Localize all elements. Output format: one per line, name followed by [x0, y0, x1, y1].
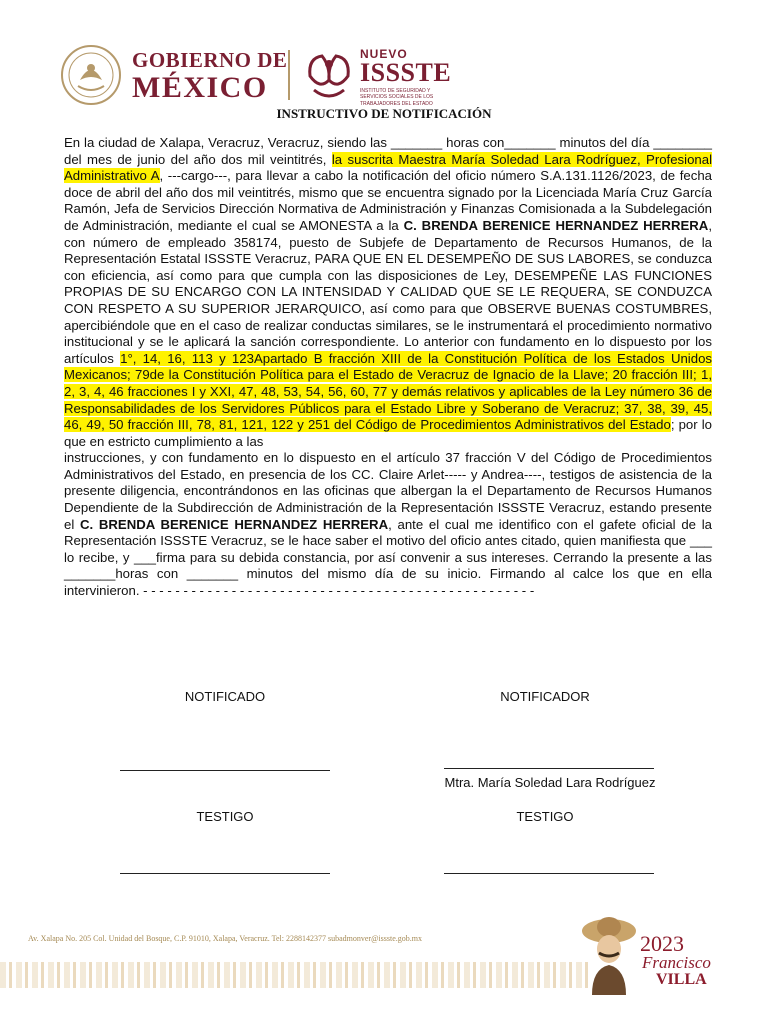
- notificado-label: NOTIFICADO: [184, 689, 266, 704]
- p1-bold-name: C. BRENDA BERENICE HERNANDEZ HERRERA: [403, 217, 709, 233]
- p2-text-a: instrucciones, y con fundamento en lo dispuesto en el artículo 37 fracción V del Código de Procedimientos Administrativos del Estado, en presencia de los CC. Claire Arlet----- y Andrea----, testigos de asistencia de la presente diligencia, encontrándonos en las oficinas que albergan la el Departamento de Recursos Humanos Dependiente de la Subdirección de Administración de la Representación ISSSTE Veracruz, estando presente el: [64, 450, 712, 532]
- villa-portrait-icon: [580, 913, 638, 995]
- p2-bold-name: C. BRENDA BERENICE HERNANDEZ HERRERA: [79, 516, 389, 532]
- p1-text-a: En la ciudad de Xalapa, Veracruz, Veracruz, siendo las _______ horas con_______ minutos del día ________ del mes de junio del año dos mil veintitrés,: [64, 135, 712, 167]
- villa-surname: VILLA: [656, 971, 707, 988]
- p1-text-d: ; por lo que en estricto cumplimiento a las: [64, 417, 712, 449]
- francisco-villa-2023-emblem: [580, 905, 720, 1000]
- villa-year: 2023: [640, 931, 684, 956]
- testigo-left-label: TESTIGO: [196, 809, 254, 824]
- issste-name: ISSSTE: [360, 58, 452, 87]
- gobierno-de-mexico-wordmark: [132, 50, 287, 103]
- issste-hands-logo-icon: [300, 46, 358, 104]
- mexico-seal-icon: [60, 44, 122, 106]
- villa-francisco: Francisco: [642, 953, 711, 972]
- testigo-right-signature-line: [444, 873, 654, 874]
- document-body: [64, 135, 712, 600]
- notificador-name: Mtra. María Soledad Lara Rodríguez: [444, 775, 656, 790]
- p1-text-b: , ---cargo---, para llevar a cabo la notificación del oficio número S.A.131.1126/2023, de fecha doce de abril del año dos mil veintitrés, mismo que se encuentra signado por la Licenciada María Cruz García Ramón, Jefa de Servicios Dirección Normativa de Administración y Finanzas Comisionada a la Subdelegación de Administración, mediante el cual se AMONESTA a la: [64, 168, 713, 233]
- paragraph-1: [64, 135, 712, 450]
- p1-text-c: , con número de empleado 358174, puesto de Subjefe de Departamento de Recursos Humanos, de la Representación Estatal ISSSTE Veracruz, PARA QUE EN EL DESEMPEÑO DE SUS LABORES, se conduzca con eficiencia, así como para que cumpla con las disposiciones de Ley, DESEMPEÑE LAS FUNCIONES PROPIAS DE SU ENCARGO CON LA INTENSIDAD Y CALIDAD QUE SE LE REQUERA, SE CONDUZCA CON RESPETO A SU SUPERIOR JERARQUICO, así como para que OBSERVE BUENAS COSTUMBRES, apercibiéndole que en el caso de realizar conductas similares, se le instrumentará el procedimiento normativo institucional y se le aplicará la sanción correspondiente. Lo anterior con fundamento en lo dispuesto por los artículos: [64, 217, 712, 366]
- paragraph-2: [64, 450, 712, 599]
- document-title: INSTRUCTIVO DE NOTIFICACIÓN: [276, 106, 492, 121]
- footer-decorative-band: [0, 962, 590, 988]
- p1-highlight-articles: 1°, 14, 16, 113 y 123Apartado B fracción XIII de la Constitución Política de los Estados Unidos Mexicanos; 79de la Constitución Política para el Estado de Veracruz de Ignacio de la Llave; 20 fracción III; 1, 2, 3, 4, 46 fracciones I y XXI, 47, 48, 53, 54, 56, 60, 77 y demás relativos y aplicables de la Ley número 36 de Responsabilidades de los Servidores Públicos para el Estado Libre y Soberano de Veracruz; 37, 38, 39, 45, 46, 49, 50 fracción III, 78, 81, 121, 122 y 251 del Código de Procedimientos Administrativos del Estado: [64, 350, 713, 433]
- testigo-left-signature-line: [120, 873, 330, 874]
- p1-highlight-name: la suscrita Maestra María Soledad Lara Rodríguez, Profesional Administrativo A: [64, 151, 713, 184]
- testigo-right-label: TESTIGO: [516, 809, 574, 824]
- notificador-signature-line: [444, 768, 654, 769]
- gobierno-line2: MÉXICO: [132, 71, 268, 104]
- footer-address: Av. Xalapa No. 205 Col. Unidad del Bosque, C.P. 91010, Xalapa, Veracruz. Tel: 2288142377 subadmonver@issste.gob.mx: [28, 934, 423, 943]
- issste-nuevo: NUEVO: [360, 47, 408, 61]
- header-divider: [288, 50, 290, 100]
- issste-wordmark: [360, 48, 451, 107]
- notificador-label: NOTIFICADOR: [500, 689, 590, 704]
- notificado-signature-line: [120, 770, 330, 771]
- letterhead: [60, 40, 720, 110]
- p2-text-b: , ante el cual me identifico con el gafete oficial de la Representación ISSSTE Veracruz, se le hace saber el motivo del oficio antes citado, quien manifiesta que ___ lo recibe, y ___firma para su debida constancia, por así convenir a sus intereses. Cerrando la presente a las _______horas con _______ minutos del mismo día de su inicio. Firmando al calce los que en ella intervinieron. - - - - - - - - - - - - - - - - - - - - - - - - - - - - - - - - - - - - - - - - - - - - - - - - -: [64, 516, 712, 599]
- issste-subtitle: INSTITUTO DE SEGURIDAD Y SERVICIOS SOCIALES DE LOS TRABAJADORES DEL ESTADO: [360, 88, 434, 107]
- gobierno-line1: GOBIERNO DE: [132, 48, 288, 72]
